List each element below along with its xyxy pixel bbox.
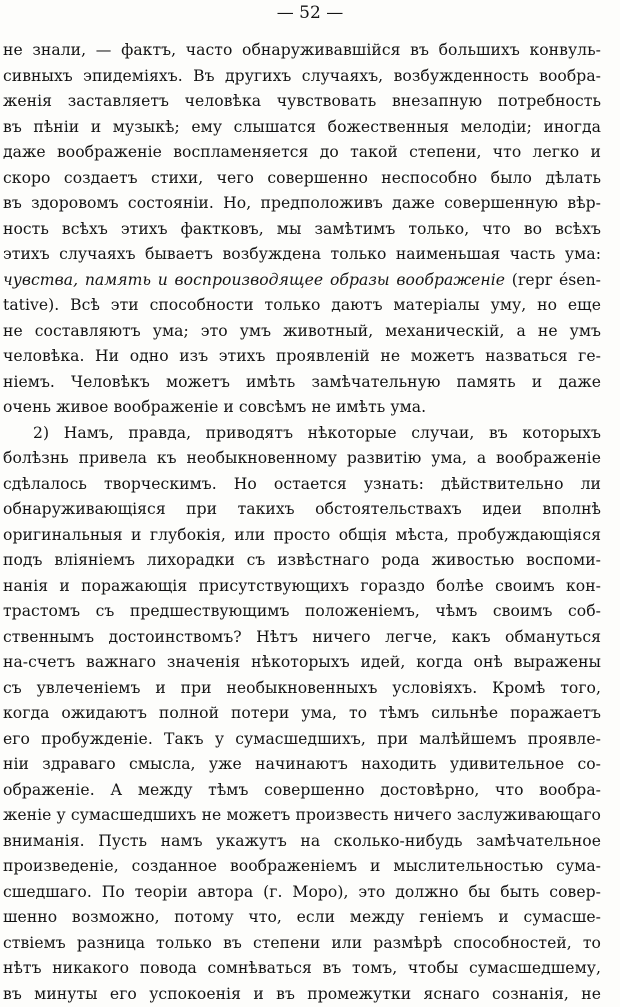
text-line: женія заставляетъ человѣка чувствовать внезапную потребность [3,89,601,115]
text-line: ображеніе. А между тѣмъ совершенно достовѣрно, что вообра- [3,778,601,804]
text-line: сшедшаго. По теоріи автора (г. Моро), это должно бы быть совер- [3,880,601,906]
text-line: произведеніе, созданное воображеніемъ и мыслительностью сума- [3,854,601,880]
text-line: ніи здраваго смысла, уже начинаютъ находить удивительное со- [3,752,601,778]
text-line: ственнымъ достоинствомъ? Нѣтъ ничего легче, какъ обмануться [3,625,601,651]
text-line: сдѣлалось творческимъ. Но остается узнать: дѣйствительно ли [3,472,601,498]
text-line: въ здоровомъ состояніи. Но, предположивъ даже совершенную вѣр- [3,191,601,217]
text-line: его пробужденіе. Такъ у сумасшедшихъ, при малѣйшемъ проявле- [3,727,601,753]
text-line: когда ожидаютъ полной потери ума, то тѣмъ сильнѣе поражаетъ [3,701,601,727]
text-line-mixed [3,268,601,294]
italic-phrase: чувства, память и воспроизводящее образы воображеніе [3,271,505,289]
text-line: вниманія. Пусть намъ укажутъ на сколько-нибудь замѣчательное [3,829,601,855]
text-line: сивныхъ эпидеміяхъ. Въ другихъ случаяхъ, возбужденность вообра- [3,64,601,90]
text-line: нанія и поражающія присутствующихъ гораздо болѣе своимъ кон- [3,574,601,600]
text-line: въ минуты его успокоенія и въ промежутки яснаго сознанія, не [3,982,601,1007]
text-line: трастомъ съ предшествующимъ положеніемъ, чѣмъ своимъ соб- [3,599,601,625]
body-text [3,38,601,1007]
text-fragment: (repr ésen- [505,271,601,289]
text-line: съ увлеченіемъ и при необыкновенныхъ условіяхъ. Кромѣ того, [3,676,601,702]
text-line: не составляютъ ума; это умъ животный, механическій, а не умъ [3,319,601,345]
text-line: оригинальныя и глубокія, или просто общія мѣста, пробуждающіяся [3,523,601,549]
text-line: въ пѣніи и музыкѣ; ему слышатся божественныя мелодіи; иногда [3,115,601,141]
text-line: болѣзнь привела къ необыкновенному развитію ума, а воображеніе [3,446,601,472]
text-line: даже воображеніе воспламеняется до такой степени, что легко и [3,140,601,166]
text-line: ніемъ. Человѣкъ можетъ имѣть замѣчательную память и даже [3,370,601,396]
text-line: подъ вліяніемъ лихорадки съ извѣстнаго рода живостью воспоми- [3,548,601,574]
text-line: на-счетъ важнаго значенія нѣкоторыхъ идей, когда онѣ выражены [3,650,601,676]
text-line: нѣтъ никакого повода сомнѣваться въ томъ, чтобы сумасшедшему, [3,956,601,982]
text-line: ность всѣхъ этихъ фактковъ, мы замѣтимъ только, что во всѣхъ [3,217,601,243]
text-line: шенно возможно, потому что, если между геніемъ и сумасше- [3,905,601,931]
text-line: tative). Всѣ эти способности только даютъ матеріалы уму, но еще [3,293,601,319]
text-line: женіе у сумасшедшихъ не можетъ произвесть ничего заслуживающаго [3,803,601,829]
text-line: этихъ случаяхъ бываетъ возбуждена только наименьшая часть ума: [3,242,601,268]
paragraph-start-line: 2) Намъ, правда, приводятъ нѣкоторые случаи, въ которыхъ [3,421,601,447]
text-line: человѣка. Ни одно изъ этихъ проявленій не можетъ назваться ге- [3,344,601,370]
paragraph-end-line: очень живое воображеніе и совсѣмъ не имѣть ума. [3,395,601,421]
text-line: скоро создаетъ стихи, чего совершенно неспособно было дѣлать [3,166,601,192]
text-line: ствіемъ разница только въ степени или размѣрѣ способностей, то [3,931,601,957]
text-line: обнаруживающіяся при такихъ обстоятельствахъ идеи вполнѣ [3,497,601,523]
text-line: не знали, — фактъ, часто обнаруживавшійся въ большихъ конвуль- [3,38,601,64]
page-number: — 52 — [0,2,620,24]
